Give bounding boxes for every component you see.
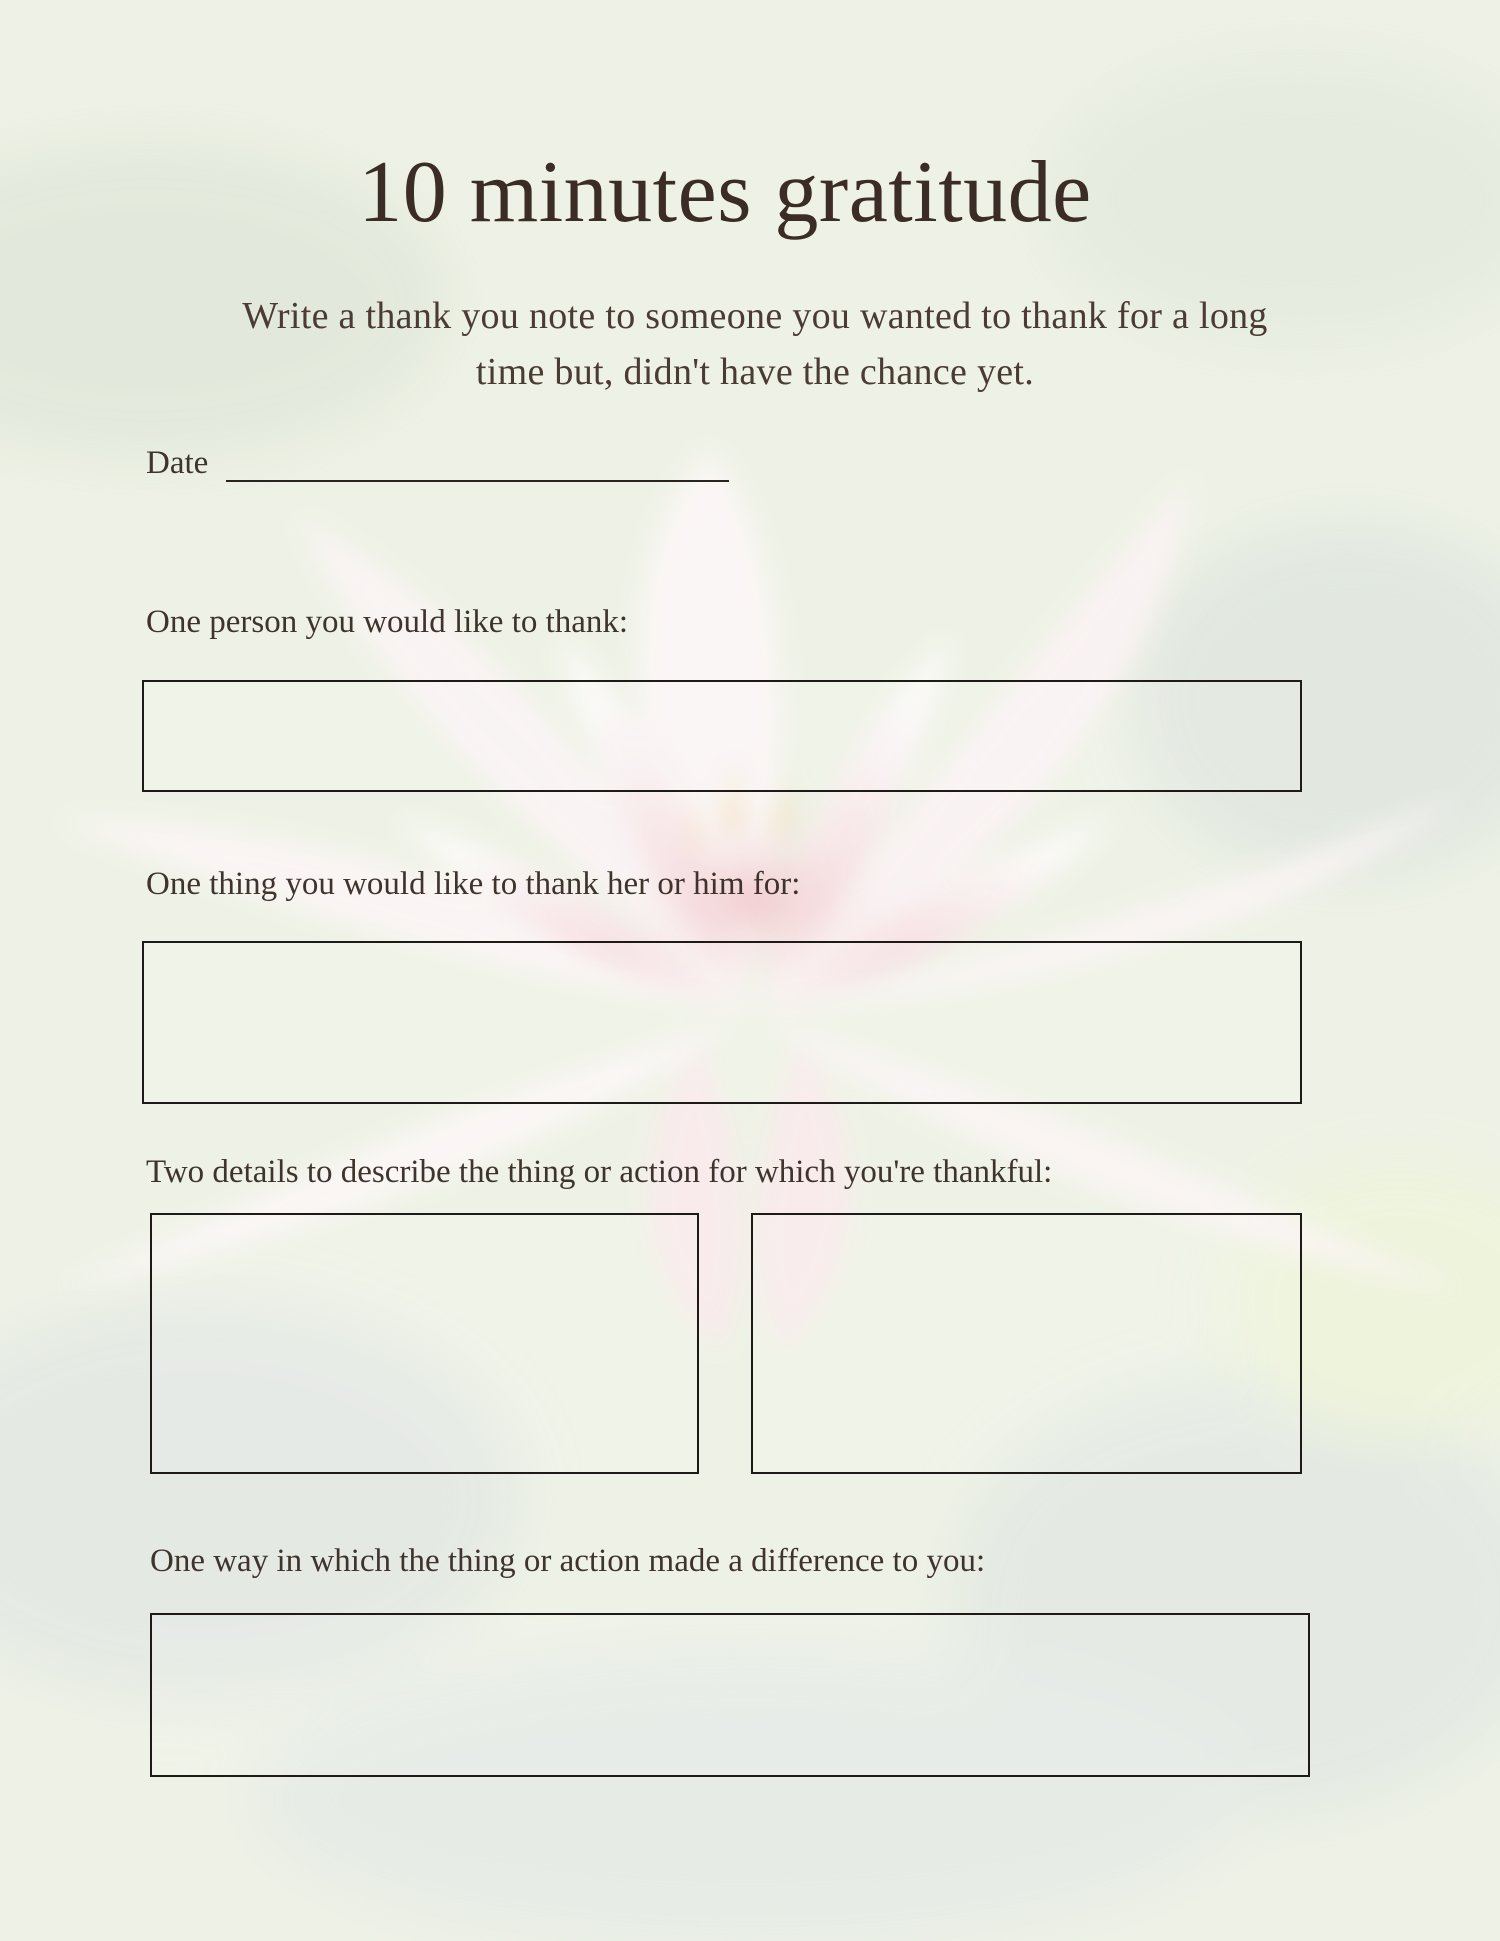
person-field[interactable] <box>142 680 1302 792</box>
difference-label: One way in which the thing or action made a difference to you: <box>150 1543 986 1579</box>
page-title: 10 minutes gratitude <box>358 144 1092 241</box>
page-subtitle: Write a thank you note to someone you wanted to thank for a long time but, didn't have the chance yet. <box>242 295 1268 393</box>
detail-one-field[interactable] <box>150 1213 699 1474</box>
thing-label: One thing you would like to thank her or him for: <box>146 866 801 902</box>
detail-two-field[interactable] <box>751 1213 1302 1474</box>
date-label: Date <box>146 445 209 481</box>
details-label: Two details to describe the thing or action for which you're thankful: <box>146 1154 1053 1190</box>
difference-field[interactable] <box>150 1613 1310 1777</box>
thing-field[interactable] <box>142 941 1302 1104</box>
person-label: One person you would like to thank: <box>146 604 629 640</box>
date-input-line[interactable] <box>226 480 729 482</box>
